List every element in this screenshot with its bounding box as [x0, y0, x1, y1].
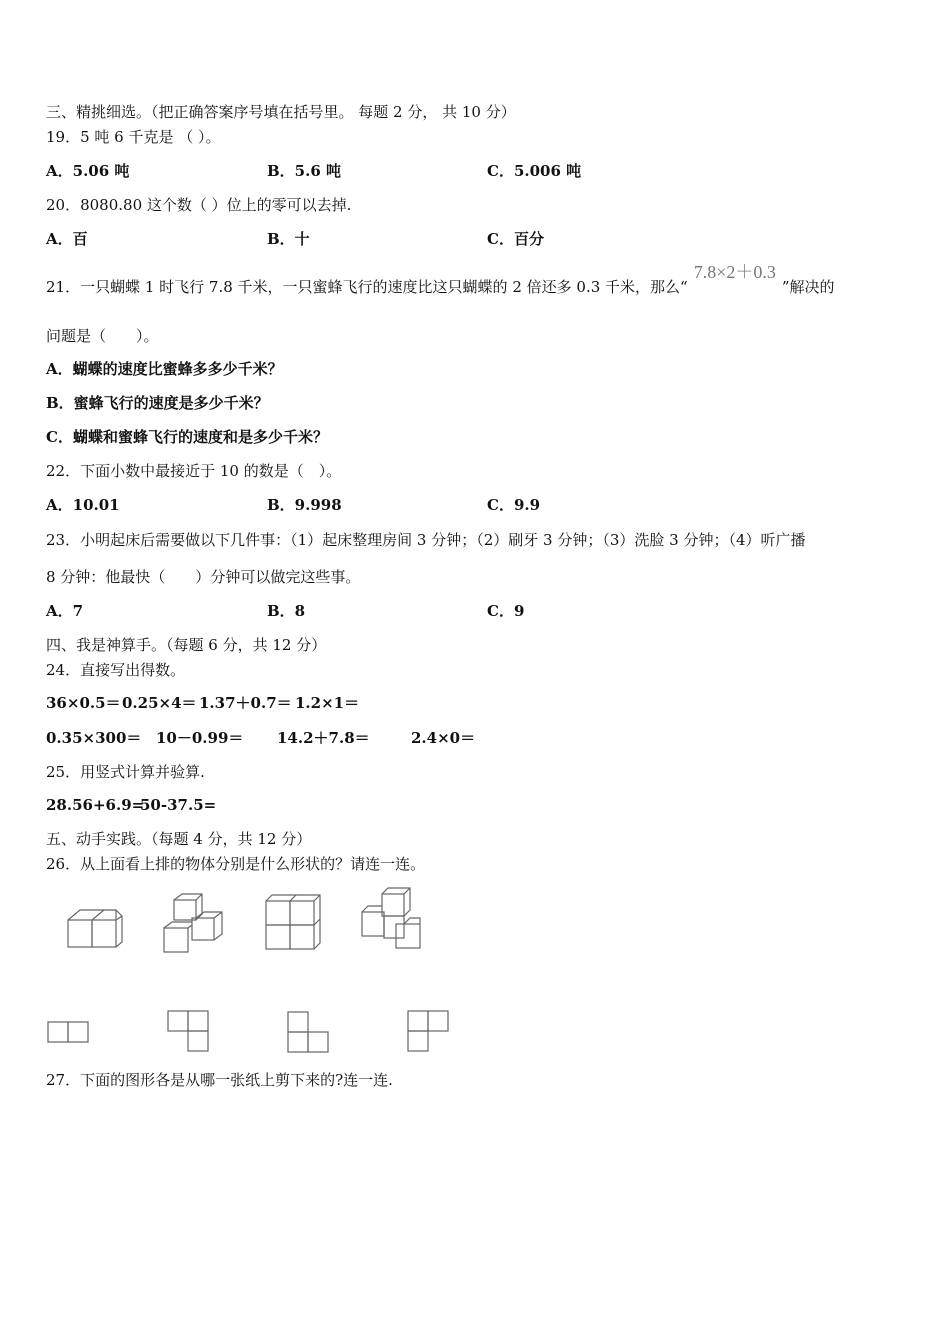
- q22-option-b[interactable]: B．9.998: [267, 496, 342, 514]
- q21-stem-line2: 问题是（ ）。: [46, 327, 159, 345]
- shape-l-tromino-bottom[interactable]: [286, 1010, 332, 1056]
- cube-figure-3[interactable]: [264, 893, 322, 951]
- q23-option-a[interactable]: A．7: [46, 602, 84, 620]
- shape-two-squares-horizontal[interactable]: [46, 1020, 92, 1044]
- q24-item: 14.2＋7.8＝: [277, 729, 370, 747]
- q21-stem: [46, 262, 835, 297]
- q24-item: 0.25×4＝: [122, 694, 197, 712]
- q21-expression: 7.8×2＋0.3: [693, 262, 776, 282]
- q21-option-b[interactable]: B．蜜蜂飞行的速度是多少千米？: [46, 394, 269, 412]
- q24-item: 0.35×300＝: [46, 729, 142, 747]
- q20-option-b[interactable]: B．十: [267, 230, 310, 248]
- q20-option-a[interactable]: A．百: [46, 230, 88, 248]
- q25-item: 28.56+6.9=: [46, 796, 145, 814]
- q22-option-c[interactable]: C．9.9: [487, 496, 541, 514]
- q19-option-b[interactable]: B．5.6 吨: [267, 162, 341, 180]
- q21-option-c[interactable]: C．蝴蝶和蜜蜂飞行的速度和是多少千米？: [46, 428, 328, 446]
- q20-option-c[interactable]: C．百分: [487, 230, 544, 248]
- q21-option-a[interactable]: A．蝴蝶的速度比蜜蜂多多少千米？: [46, 360, 283, 378]
- q24-item: 1.37＋0.7＝: [199, 694, 292, 712]
- q20-stem: 20．8080.80 这个数（ ）位上的零可以去掉.: [46, 196, 352, 214]
- q19-option-c[interactable]: C．5.006 吨: [487, 162, 582, 180]
- cube-figure-1[interactable]: [66, 906, 126, 950]
- q24-item: 10－0.99＝: [156, 729, 244, 747]
- cube-figure-4[interactable]: [358, 886, 424, 950]
- q24-item: 2.4×0＝: [411, 729, 476, 747]
- q23-stem: 23．小明起床后需要做以下几件事：（1）起床整理房间 3 分钟；（2）刷牙 3 分钟；（3）洗脸 3 分钟；（4）听广播: [46, 531, 806, 549]
- q23-option-b[interactable]: B．8: [267, 602, 306, 620]
- shape-l-tromino-left-top[interactable]: [406, 1009, 452, 1055]
- q24-item: 1.2×1＝: [295, 694, 360, 712]
- cube-figure-2[interactable]: [162, 892, 226, 954]
- section-3-title: 三、精挑细选。（把正确答案序号填在括号里。 每题 2 分， 共 10 分）: [46, 103, 516, 121]
- q24-stem: 24．直接写出得数。: [46, 661, 186, 679]
- q25-stem: 25．用竖式计算并验算.: [46, 763, 205, 781]
- q23-stem-line2: 8 分钟：他最快（ ）分钟可以做完这些事。: [46, 568, 361, 586]
- q25-item: 50-37.5=: [140, 796, 217, 814]
- shape-l-tromino-right-top[interactable]: [166, 1009, 212, 1055]
- section-4-title: 四、我是神算手。（每题 6 分，共 12 分）: [46, 636, 327, 654]
- q23-option-c[interactable]: C．9: [487, 602, 525, 620]
- q21-stem-post: ”解决的: [781, 278, 835, 296]
- q22-stem: 22．下面小数中最接近于 10 的数是（ ）。: [46, 462, 342, 480]
- q21-stem-pre: 21．一只蝴蝶 1 时飞行 7.8 千米，一只蜜蜂飞行的速度比这只蝴蝶的 2 倍还多 0.3 千米，那么“: [46, 278, 688, 296]
- q19-option-a[interactable]: A．5.06 吨: [46, 162, 130, 180]
- q27-stem: 27．下面的图形各是从哪一张纸上剪下来的?连一连.: [46, 1071, 393, 1089]
- q19-stem: 19．5 吨 6 千克是 （ ）。: [46, 128, 221, 146]
- section-5-title: 五、动手实践。（每题 4 分，共 12 分）: [46, 830, 312, 848]
- q24-item: 36×0.5＝: [46, 694, 121, 712]
- q26-stem: 26．从上面看上排的物体分别是什么形状的？请连一连。: [46, 855, 426, 873]
- q22-option-a[interactable]: A．10.01: [46, 496, 120, 514]
